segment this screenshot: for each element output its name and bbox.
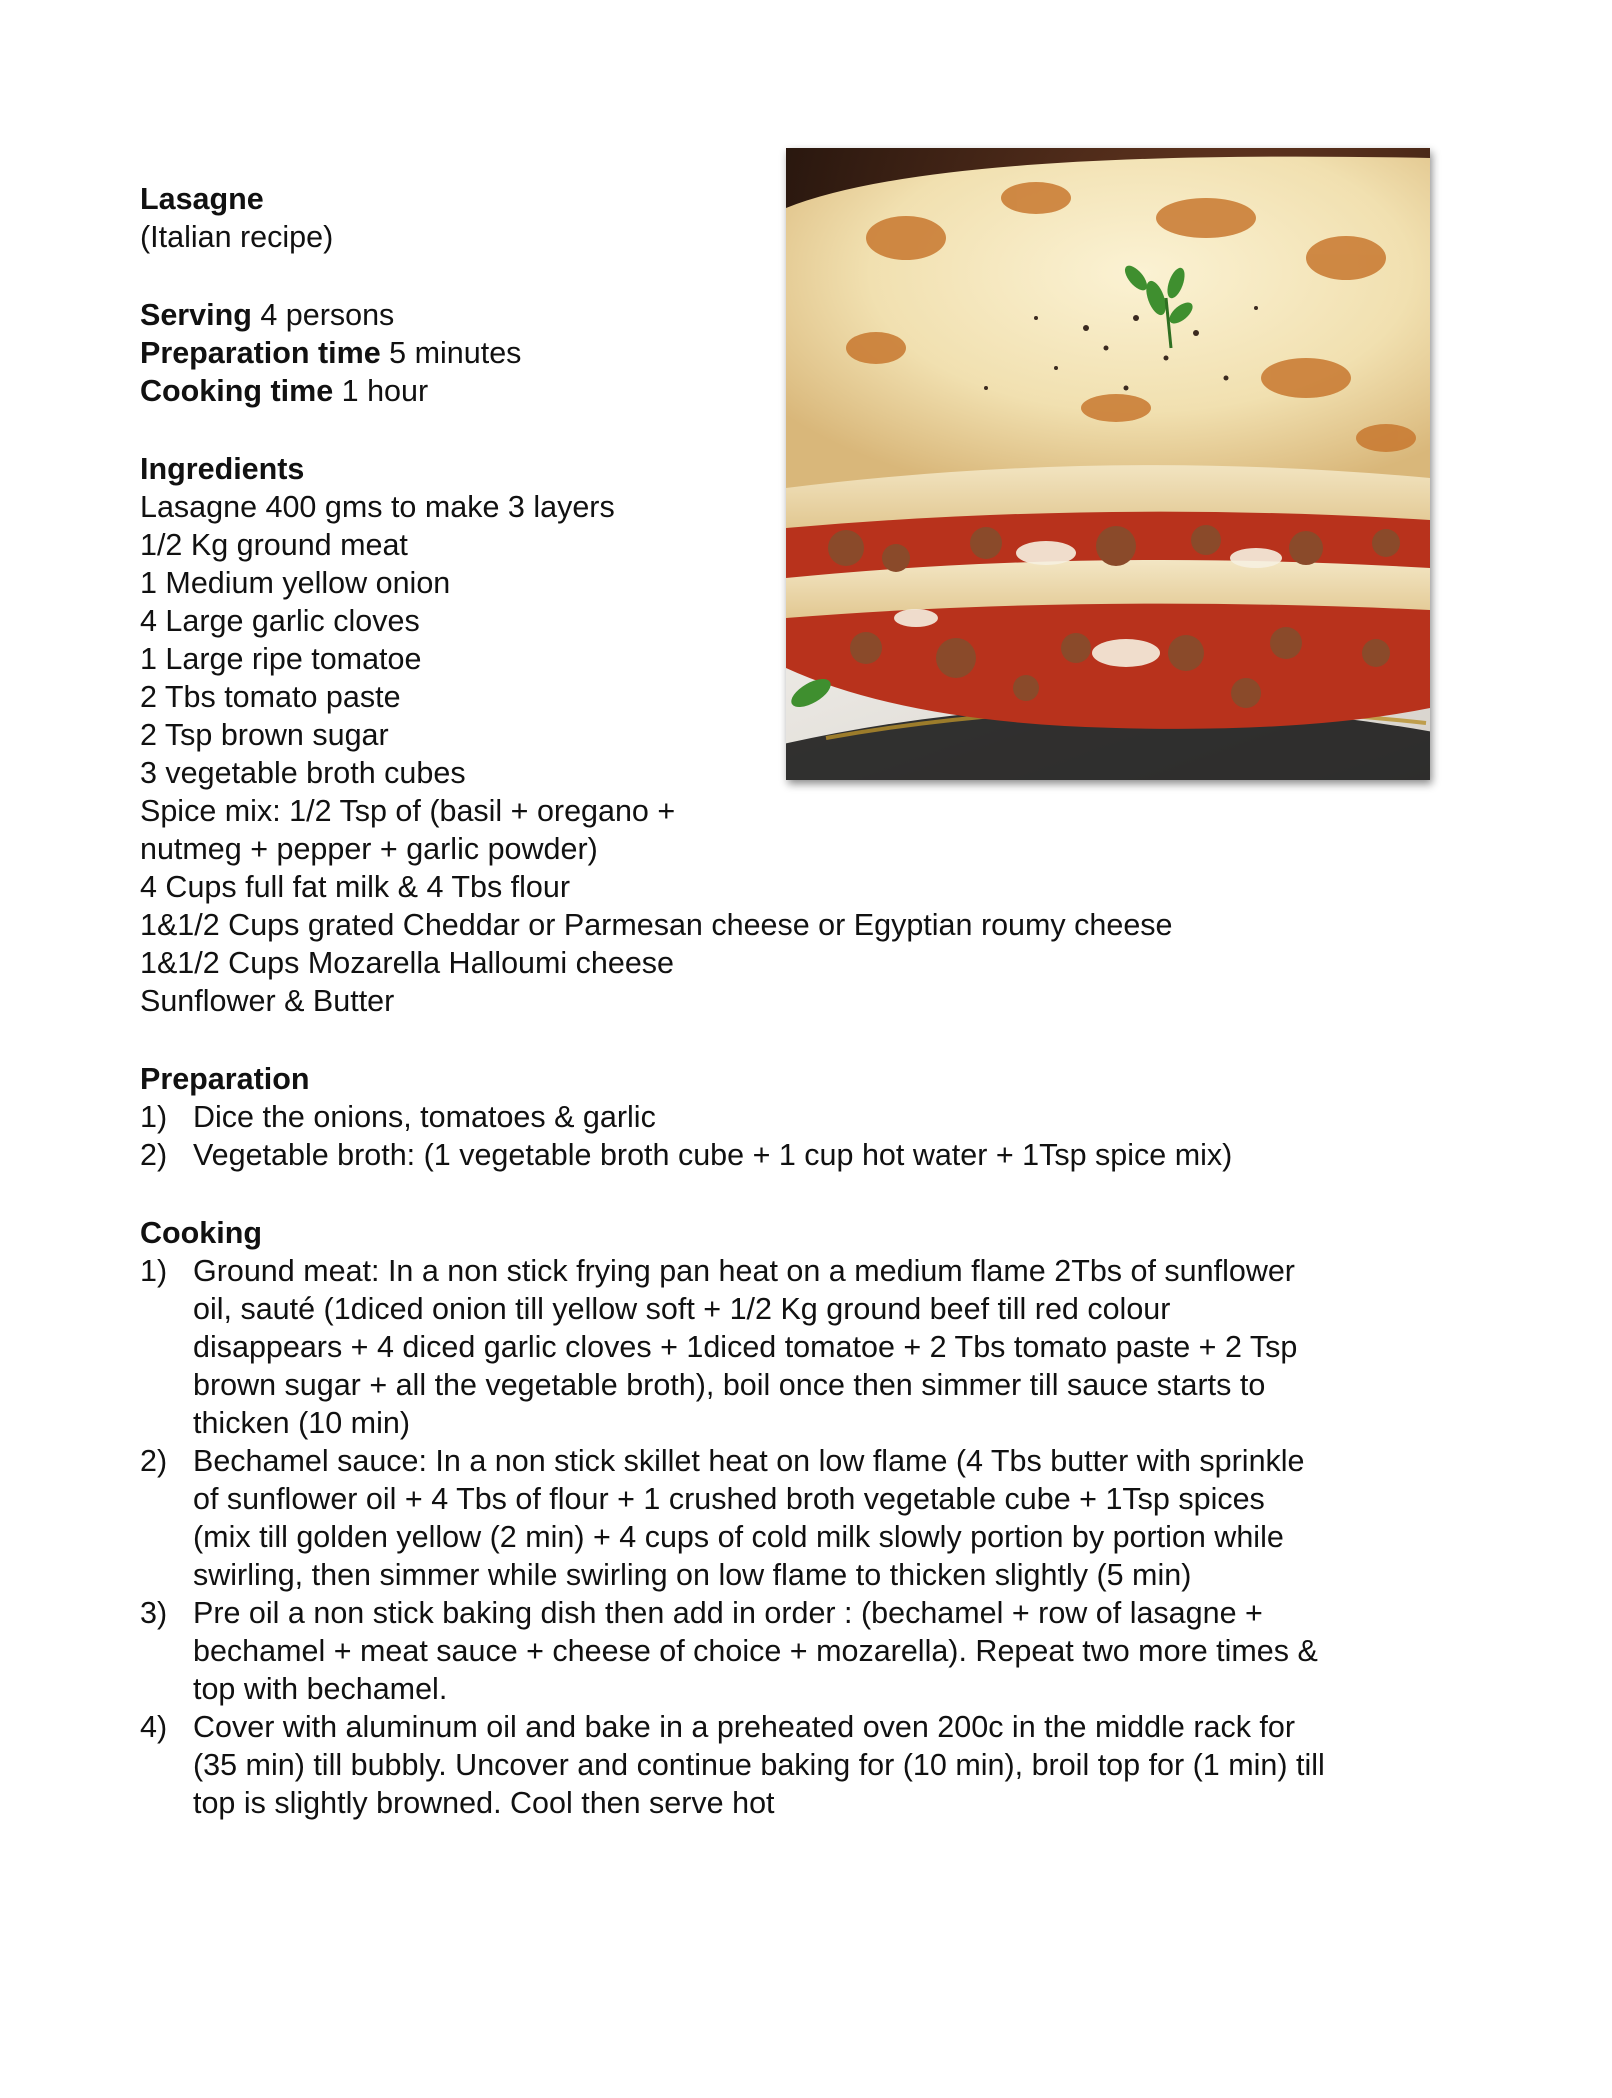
step-text: Dice the onions, tomatoes & garlic — [193, 1100, 656, 1134]
meta-value: 1 hour — [341, 374, 429, 408]
step-text-line: of sunflower oil + 4 Tbs of flour + 1 crushed broth vegetable cube + 1Tsp spices — [193, 1482, 1265, 1516]
preparation-step — [140, 1136, 1430, 1174]
step-text-line: oil, sauté (1diced onion till yellow soft + 1/2 Kg ground beef till red colour — [193, 1292, 1171, 1326]
ingredient-item: 1 Medium yellow onion — [140, 566, 451, 600]
lasagne-illustration — [786, 148, 1430, 780]
ingredient-item: 4 Large garlic cloves — [140, 604, 420, 638]
step-number: 1) — [140, 1100, 168, 1134]
preparation-heading: Preparation — [140, 1062, 310, 1096]
step-text-line: top is slightly browned. Cool then serve hot — [193, 1786, 775, 1820]
step-text-line: Bechamel sauce: In a non stick skillet heat on low flame (4 Tbs butter with sprinkle — [193, 1444, 1305, 1478]
step-text-line: brown sugar + all the vegetable broth), boil once then simmer till sauce starts to — [193, 1368, 1266, 1402]
cooking-step — [140, 1252, 1430, 1442]
step-text-line: disappears + 4 diced garlic cloves + 1diced tomatoe + 2 Tbs tomato paste + 2 Tsp — [193, 1330, 1298, 1364]
preparation-step — [140, 1098, 1430, 1136]
step-text-line: top with bechamel. — [193, 1672, 448, 1706]
ingredient-item: 1 Large ripe tomatoe — [140, 642, 422, 676]
ingredient-item: 2 Tsp brown sugar — [140, 718, 389, 752]
meta-label: Preparation time — [140, 336, 381, 370]
recipe-title: Lasagne — [140, 182, 264, 216]
meta-label: Serving — [140, 298, 252, 332]
cooking-list — [140, 1252, 1430, 1822]
step-text-line: (35 min) till bubbly. Uncover and continue baking for (10 min), broil top for (1 min) till — [193, 1748, 1325, 1782]
step-number: 2) — [140, 1444, 168, 1478]
meta-value: 4 persons — [260, 298, 395, 332]
step-text-line: Ground meat: In a non stick frying pan heat on a medium flame 2Tbs of sunflower — [193, 1254, 1295, 1288]
ingredient-item: Spice mix: 1/2 Tsp of (basil + oregano + nutmeg + pepper + garlic powder) — [140, 794, 676, 866]
ingredient-item: 1&1/2 Cups grated Cheddar or Parmesan cheese or Egyptian roumy cheese — [140, 908, 1173, 942]
ingredient-item: Sunflower & Butter — [140, 984, 395, 1018]
step-number: 2) — [140, 1138, 168, 1172]
step-text-line: swirling, then simmer while swirling on low flame to thicken slightly (5 min) — [193, 1558, 1192, 1592]
step-number: 4) — [140, 1710, 168, 1744]
ingredient-item: 1/2 Kg ground meat — [140, 528, 408, 562]
ingredients-heading: Ingredients — [140, 452, 305, 486]
ingredient-item: Lasagne 400 gms to make 3 layers — [140, 490, 615, 524]
step-text-line: bechamel + meat sauce + cheese of choice + mozarella). Repeat two more times & — [193, 1634, 1318, 1668]
step-number: 1) — [140, 1254, 168, 1288]
ingredient-item: 1&1/2 Cups Mozarella Halloumi cheese — [140, 946, 675, 980]
cooking-step — [140, 1708, 1430, 1822]
lasagne-photo — [786, 148, 1430, 780]
cooking-step — [140, 1442, 1430, 1594]
meta-label: Cooking time — [140, 374, 334, 408]
step-text-line: thicken (10 min) — [193, 1406, 410, 1440]
step-text-line: (mix till golden yellow (2 min) + 4 cups of cold milk slowly portion by portion while — [193, 1520, 1284, 1554]
step-text-line: Pre oil a non stick baking dish then add in order : (bechamel + row of lasagne + — [193, 1596, 1263, 1630]
step-text: Vegetable broth: (1 vegetable broth cube + 1 cup hot water + 1Tsp spice mix) — [193, 1138, 1233, 1172]
ingredient-item: 4 Cups full fat milk & 4 Tbs flour — [140, 870, 570, 904]
preparation-list — [140, 1098, 1430, 1174]
step-number: 3) — [140, 1596, 168, 1630]
step-text-line: Cover with aluminum oil and bake in a preheated oven 200c in the middle rack for — [193, 1710, 1296, 1744]
ingredient-item: 2 Tbs tomato paste — [140, 680, 401, 714]
ingredient-item: 3 vegetable broth cubes — [140, 756, 466, 790]
recipe-subtitle: (Italian recipe) — [140, 220, 334, 254]
cooking-step — [140, 1594, 1430, 1708]
cooking-heading: Cooking — [140, 1216, 262, 1250]
meta-value: 5 minutes — [389, 336, 522, 370]
